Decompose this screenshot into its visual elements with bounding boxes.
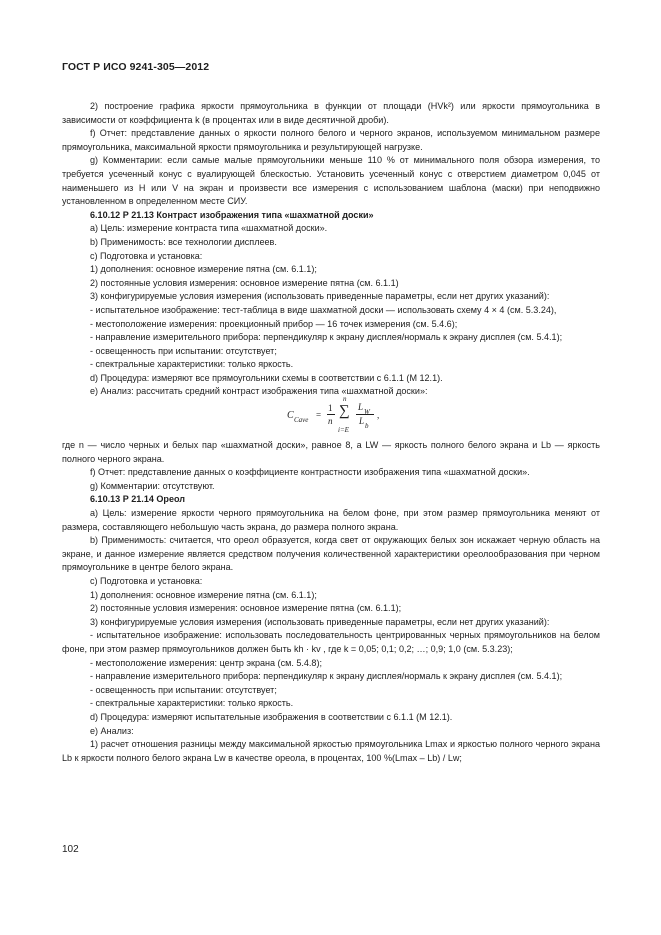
paragraph: 3) конфигурируемые условия измерения (использовать приведенные параметры, если нет других указаний): [90,616,550,627]
paragraph: 2) постоянные условия измерения: основное измерение пятна (см. 6.1.1); [90,603,402,614]
paragraph: - местоположение измерения: проекционный прибор — 16 точек измерения (см. 5.4.6); [90,318,458,329]
formula-num: 1 [328,403,333,414]
paragraph: g) Комментарии: отсутствуют. [90,480,215,491]
paragraph: e) Анализ: рассчитать средний контраст изображения типа «шахматной доски»: [90,386,428,397]
section-after-formula [62,439,600,765]
paragraph: - направление измерительного прибора: перпендикуляр к экрану дисплея/нормаль к экрану дисплея (см. 5.4.1); [90,332,563,343]
paragraph: 1) дополнения: основное измерение пятна (см. 6.1.1); [90,589,317,600]
paragraph: c) Подготовка и установка: [90,250,203,261]
paragraph: где n — число черных и белых пар «шахматной доски», равное 8, а LW — яркость полного белого экрана и Lb — яркость полного черного экрана. [62,440,600,464]
paragraph: - испытательное изображение: тест-таблица в виде шахматной доски — использовать схему 4 × 4 (см. 5.3.24), [90,304,557,315]
paragraph: a) Цель: измерение яркости черного прямоугольника на белом фоне, при этом размер прямоугольника меняют от размера, составляющего небольшую часть экрана, до размера полного экрана. [62,508,600,532]
formula-frac-den: L [359,416,365,427]
paragraph: d) Процедура: измеряют испытательные изображения в соответствии с 6.1.1 (М 12.1). [90,711,453,722]
contrast-formula [62,395,600,439]
formula-frac-num: L [358,402,364,413]
formula-tail: , [377,410,380,421]
formula-frac-num-sub: W [364,408,370,417]
section-before-formula [62,100,600,399]
formula-frac-den-sub: b [365,422,369,431]
formula-sum-bottom: i=E [338,426,349,435]
paragraph: a) Цель: измерение контраста типа «шахматной доски». [90,223,328,234]
paragraph: d) Процедура: измеряют все прямоугольники схемы в соответствии с 6.1.1 (М 12.1). [90,372,443,383]
document-header: ГОСТ Р ИСО 9241-305—2012 [62,61,210,73]
formula-eq: = [316,410,322,421]
paragraph: c) Подготовка и установка: [90,576,203,586]
paragraph: - спектральные характеристики: только яркость. [90,698,294,709]
paragraph: e) Анализ: [90,725,134,736]
formula-lhs-sub: Cave [294,416,309,425]
document-body [62,100,600,765]
paragraph: f) Отчет: представление данных о коэффициенте контрастности изображения типа «шахматной доски». [90,467,530,478]
paragraph: 6.10.13 Р 21.14 Ореол [90,494,186,505]
sum-icon: ∑ [339,403,350,420]
paragraph: - освещенность при испытании: отсутствует; [90,345,277,356]
paragraph: - освещенность при испытании: отсутствует; [90,684,277,695]
page-number: 102 [62,844,79,855]
formula-lhs: C [287,410,294,422]
paragraph: - направление измерительного прибора: перпендикуляр к экрану дисплея/нормаль к экрану дисплея (см. 5.4.1); [90,671,563,682]
paragraph: 1) дополнения: основное измерение пятна (см. 6.1.1); [90,264,317,275]
paragraph: 2) построение графика яркости прямоугольника в функции от площади (HVk²) или яркости прямоугольника в зависимости от коэффициента k (в процентах или в виде десятичной дроби). [62,101,600,125]
paragraph: 2) постоянные условия измерения: основное измерение пятна (см. 6.1.1) [90,277,399,288]
paragraph: - местоположение измерения: центр экрана (см. 5.4.8); [90,657,322,668]
paragraph: g) Комментарии: если самые малые прямоугольники меньше 110 % от минимального поля обзора измерения, то требуется усеченный конус с вуалирующей блескостью. Установить усеченный конус с отверстием диаметром 0,045 от наименьшего из H или V на экран и произвести все измерения с использованием шаблона (маски) при неподвижно установленном в определенном месте СИУ. [62,155,600,207]
paragraph: - испытательное изображение: использовать последовательность центрированных черных прямоугольников на белом фоне, при этом размер прямоугольников должен быть kh · kv , где k = 0,05; 0,1; 0,2; …; 0,9; 1,0 (см. 5.3.23); [62,630,600,654]
paragraph: f) Отчет: представление данных о яркости полного белого и черного экранов, используемом минимальном размере прямоугольника, максимальной яркости прямоугольника и результирующей нагрузке. [62,128,600,152]
paragraph: 6.10.12 Р 21.13 Контраст изображения типа «шахматной доски» [90,209,374,220]
paragraph: b) Применимость: все технологии дисплеев. [90,236,277,247]
paragraph: - спектральные характеристики: только яркость. [90,359,294,370]
formula-sum-top: n [343,395,347,404]
paragraph: 3) конфигурируемые условия измерения (использовать приведенные параметры, если нет других указаний): [90,291,550,302]
paragraph: b) Применимость: считается, что ореол образуется, когда свет от окружающих белых зон искажает черную область на экране, и данное измерение является средством получения количественной характеристики ореолообразования при черном прямоугольнике в центре белого экрана. [62,535,600,573]
paragraph: 1) расчет отношения разницы между максимальной яркостью прямоугольника Lmax и яркостью полного черного экрана Lb к яркости полного белого экрана Lw в качестве ореола, в процентах, 100 %(Lmax – Lb) / Lw; [62,739,600,763]
formula-den: n [328,416,333,427]
